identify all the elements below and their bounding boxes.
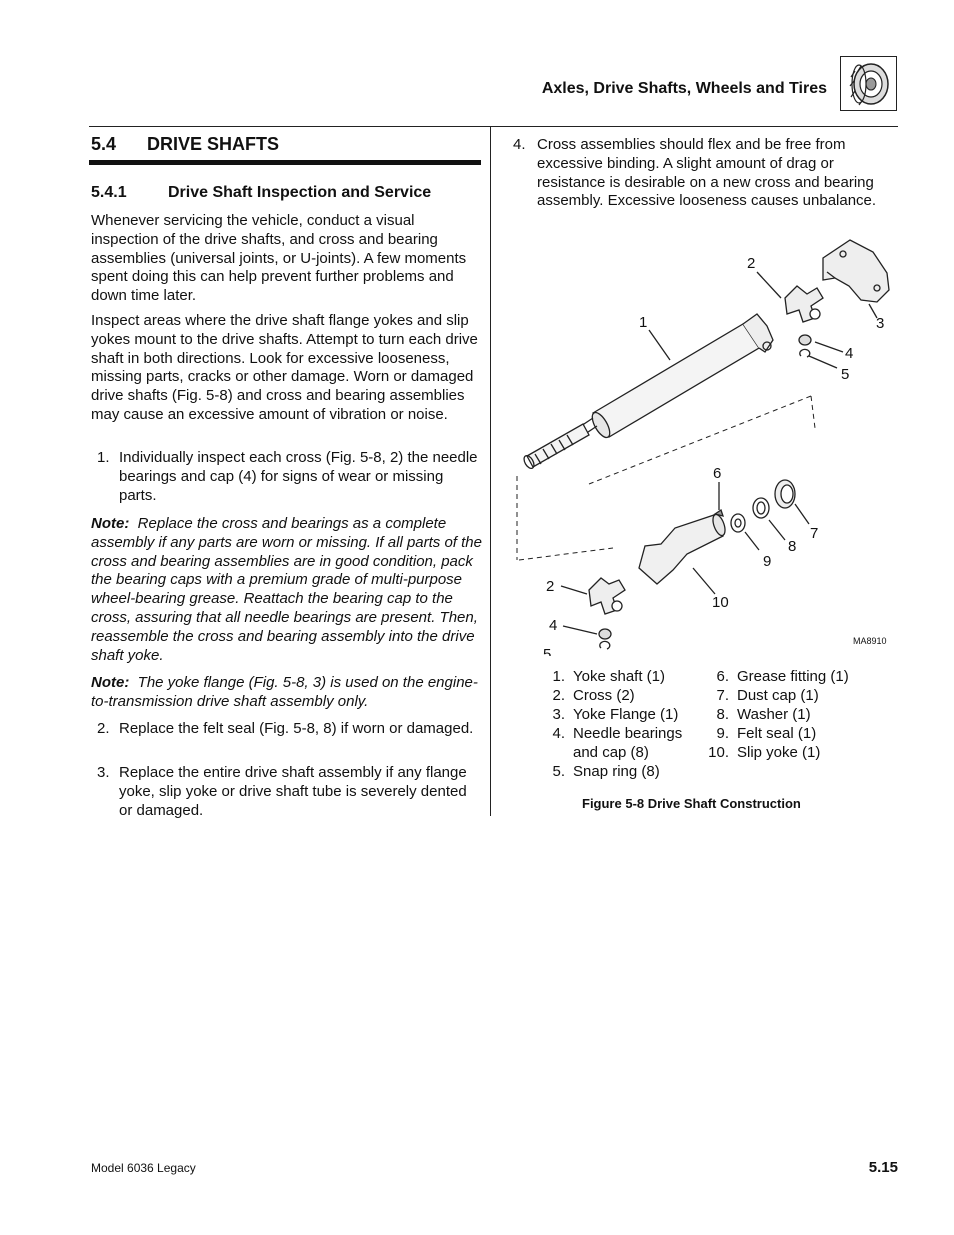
figure-caption: Figure 5-8 Drive Shaft Construction xyxy=(582,796,801,811)
splined-stub xyxy=(527,424,589,467)
slip-yoke xyxy=(639,514,723,584)
legend-label: and cap (8) xyxy=(573,744,649,761)
legend-number: 4. xyxy=(552,725,565,742)
bearing-cap-top xyxy=(799,335,811,345)
note-text: The yoke flange (Fig. 5-8, 3) is used on the engine-to-transmission drive shaft assembly only. xyxy=(91,674,478,710)
section-number: 5.4 xyxy=(91,134,117,154)
callout-5: 5 xyxy=(841,366,850,383)
legend-label: Felt seal (1) xyxy=(737,725,817,742)
step-2 xyxy=(97,720,483,739)
washer xyxy=(753,498,769,518)
callout-5b: 5 xyxy=(543,646,552,656)
callout-7: 7 xyxy=(810,525,819,542)
bearing-cap-bottom xyxy=(599,629,611,639)
legend-item xyxy=(542,667,682,686)
legend-item xyxy=(542,743,682,762)
note-text: Replace the cross and bearings as a complete assembly if any parts are worn or missing. If all parts of the cross and bearing assemblies are in good condition, pack the bearing caps with a premium grade of multi-purpose wheel-bearing grease. Reattach the bearing cap to the cross, assuring that all needle bearings are present. Then, reassemble the cross and bearing assembly into the drive shaft yoke. xyxy=(91,515,482,664)
legend-item xyxy=(706,686,849,705)
note-label: Note: xyxy=(91,515,130,532)
legend-number: 8. xyxy=(716,706,729,723)
legend-number: 2. xyxy=(552,687,565,704)
callout-2: 2 xyxy=(747,255,756,272)
legend-item xyxy=(542,705,682,724)
legend-number: 6. xyxy=(716,668,729,685)
drive-shaft-diagram xyxy=(505,228,898,656)
legend-item xyxy=(542,762,682,781)
step-text: Replace the entire drive shaft assembly if any flange yoke, slip yoke or drive shaft tube is severely dented or damaged. xyxy=(119,764,467,819)
legend-item xyxy=(706,724,849,743)
header-rule xyxy=(89,126,898,127)
section-heading xyxy=(91,134,279,155)
legend-label: Snap ring (8) xyxy=(573,763,660,780)
note-label: Note: xyxy=(91,674,130,691)
subsection-title: Drive Shaft Inspection and Service xyxy=(168,184,432,201)
step-number: 2. xyxy=(97,720,110,737)
legend-number: 1. xyxy=(552,668,565,685)
legend-label: Dust cap (1) xyxy=(737,687,819,704)
legend-number: 7. xyxy=(716,687,729,704)
callout-1: 1 xyxy=(639,314,648,331)
step-number: 1. xyxy=(97,449,110,466)
step-3 xyxy=(97,764,483,820)
snap-ring-bottom xyxy=(600,641,610,649)
section-title: DRIVE SHAFTS xyxy=(147,134,280,154)
note-2 xyxy=(91,674,483,712)
subsection-heading xyxy=(91,184,431,202)
legend-item xyxy=(706,667,849,686)
section-rule xyxy=(89,160,481,165)
figure-code: MA8910 xyxy=(853,636,887,646)
callout-10: 10 xyxy=(712,594,729,611)
legend-item xyxy=(706,743,849,762)
legend-number xyxy=(542,743,565,762)
felt-seal xyxy=(731,514,745,532)
legend-number: 9. xyxy=(716,725,729,742)
legend-left xyxy=(542,667,682,781)
intro-paragraph: Whenever servicing the vehicle, conduct a visual inspection of the drive shafts, and cross and bearing assemblies (universal joints, or U-joints). A few moments spent doing this can help prevent further problems and down time later. xyxy=(91,212,467,305)
legend-number: 5. xyxy=(552,763,565,780)
legend-label: Washer (1) xyxy=(737,706,811,723)
step-number: 4. xyxy=(513,136,526,153)
legend-label: Yoke Flange (1) xyxy=(573,706,679,723)
page-number: 5.15 xyxy=(868,1159,898,1176)
inspection-paragraph: Inspect areas where the drive shaft flange yokes and slip yokes mount to the drive shafts. Attempt to turn each drive shaft in both directions. Look for excessive looseness, missing parts, cracks or other damage. Worn or damaged drive shafts (Fig. 5-8) and cross and bearing assemblies may cause an excessive amount of vibration or noise. xyxy=(91,312,478,423)
callout-4b: 4 xyxy=(549,617,558,634)
step-number: 3. xyxy=(97,764,110,781)
callout-3: 3 xyxy=(876,315,885,332)
note-1 xyxy=(91,515,483,665)
callout-4: 4 xyxy=(845,345,854,362)
legend-item xyxy=(542,686,682,705)
tire-wheel-icon xyxy=(840,56,897,111)
callout-8: 8 xyxy=(788,538,797,555)
legend-label: Grease fitting (1) xyxy=(737,668,849,685)
step-text: Replace the felt seal (Fig. 5-8, 8) if worn or damaged. xyxy=(119,720,474,737)
callout-9: 9 xyxy=(763,553,772,570)
yoke-shaft-tube xyxy=(593,324,759,437)
legend-number: 3. xyxy=(552,706,565,723)
yoke-flange-shape xyxy=(823,240,889,302)
callout-6: 6 xyxy=(713,465,722,482)
footer-model: Model 6036 Legacy xyxy=(91,1161,196,1175)
running-header-title: Axles, Drive Shafts, Wheels and Tires xyxy=(541,80,827,97)
legend-item xyxy=(706,705,849,724)
step-1 xyxy=(97,449,483,505)
legend-number: 10. xyxy=(708,744,729,761)
step-4 xyxy=(513,136,898,211)
legend-right xyxy=(706,667,849,762)
step-text: Individually inspect each cross (Fig. 5-8, 2) the needle bearings and cap (4) for signs of wear or missing parts. xyxy=(119,449,478,504)
legend-label: Yoke shaft (1) xyxy=(573,668,665,685)
legend-label: Slip yoke (1) xyxy=(737,744,821,761)
snap-ring-top xyxy=(800,349,810,357)
legend-label: Needle bearings xyxy=(573,725,683,742)
column-divider xyxy=(490,126,491,816)
legend-label: Cross (2) xyxy=(573,687,635,704)
legend-item xyxy=(542,724,682,743)
step-text: Cross assemblies should flex and be free from excessive binding. A slight amount of drag or resistance is desirable on a new cross and bearing assembly. Excessive looseness causes unbalance. xyxy=(537,136,877,210)
callout-2b: 2 xyxy=(546,578,555,595)
subsection-number: 5.4.1 xyxy=(91,184,127,201)
